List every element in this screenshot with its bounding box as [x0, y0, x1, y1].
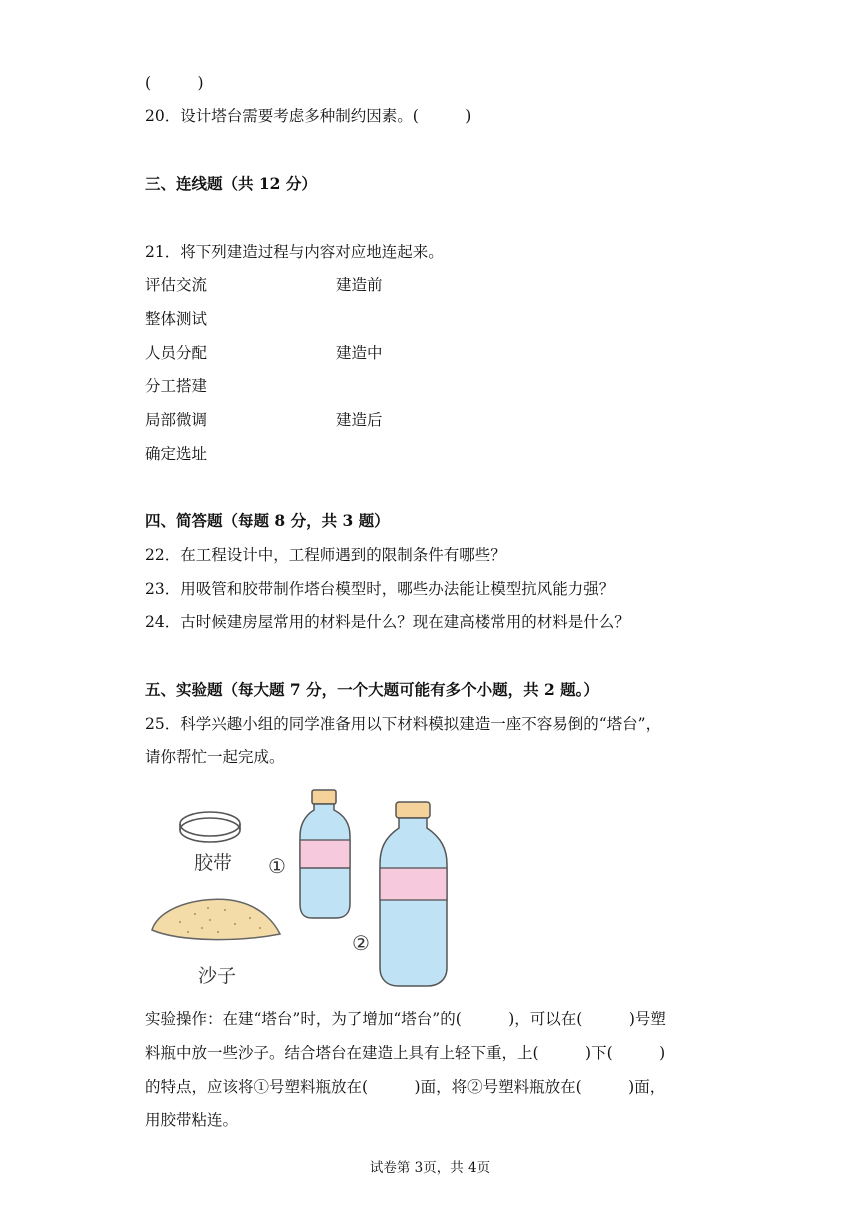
experiment-materials-figure	[140, 782, 470, 994]
tape-label: 胶带	[194, 852, 233, 874]
operation-line3: 的特点，应该将①号塑料瓶放在( )面，将②号塑料瓶放在( )面，	[145, 1078, 666, 1096]
sand-icon	[152, 899, 280, 939]
sand-label: 沙子	[198, 965, 237, 987]
section-4-heading: 四、简答题（每题 8 分，共 3 题）	[145, 511, 390, 530]
question-20: 20．设计塔台需要考虑多种制约因素。( )	[145, 107, 472, 125]
match-left-item: 评估交流	[145, 276, 208, 294]
operation-line2: 料瓶中放一些沙子。结合塔台在建造上具有上轻下重，上( )下( )	[145, 1044, 666, 1062]
question-23: 23．用吸管和胶带制作塔台模型时，哪些办法能让模型抗风能力强？	[145, 580, 615, 598]
bottle-2-label: ②	[352, 931, 370, 955]
question-25-line1: 25．科学兴趣小组的同学准备用以下材料模拟建造一座不容易倒的“塔台”，	[145, 715, 662, 733]
match-left-item: 局部微调	[145, 411, 208, 429]
question-25-line2: 请你帮忙一起完成。	[145, 748, 285, 766]
match-right-item: 建造前	[336, 276, 383, 294]
page-footer: 试卷第 3页，共 4页	[369, 1160, 491, 1176]
match-right-item: 建造中	[336, 344, 383, 362]
operation-line1: 实验操作：在建“塔台”时，为了增加“塔台”的( )，可以在( )号塑	[145, 1010, 666, 1028]
question-24: 24．古时候建房屋常用的材料是什么？现在建高楼常用的材料是什么？	[145, 613, 630, 631]
section-5-heading: 五、实验题（每大题 7 分，一个大题可能有多个小题，共 2 题。）	[145, 680, 599, 699]
tape-icon	[180, 812, 240, 842]
match-left-item: 分工搭建	[145, 377, 208, 395]
match-left-item: 确定选址	[145, 445, 208, 463]
question-21: 21．将下列建造过程与内容对应地连起来。	[145, 243, 444, 261]
section-3-heading: 三、连线题（共 12 分）	[145, 174, 317, 193]
question-22: 22．在工程设计中，工程师遇到的限制条件有哪些？	[145, 546, 506, 564]
match-right-item: 建造后	[336, 411, 383, 429]
match-left-item: 整体测试	[145, 310, 208, 328]
match-left-item: 人员分配	[145, 344, 208, 362]
bottle-2-icon	[380, 802, 447, 986]
bottle-1-label: ①	[268, 854, 286, 878]
answer-paren: ( )	[145, 74, 204, 92]
bottle-1-icon	[300, 790, 350, 918]
operation-line4: 用胶带粘连。	[145, 1111, 239, 1129]
